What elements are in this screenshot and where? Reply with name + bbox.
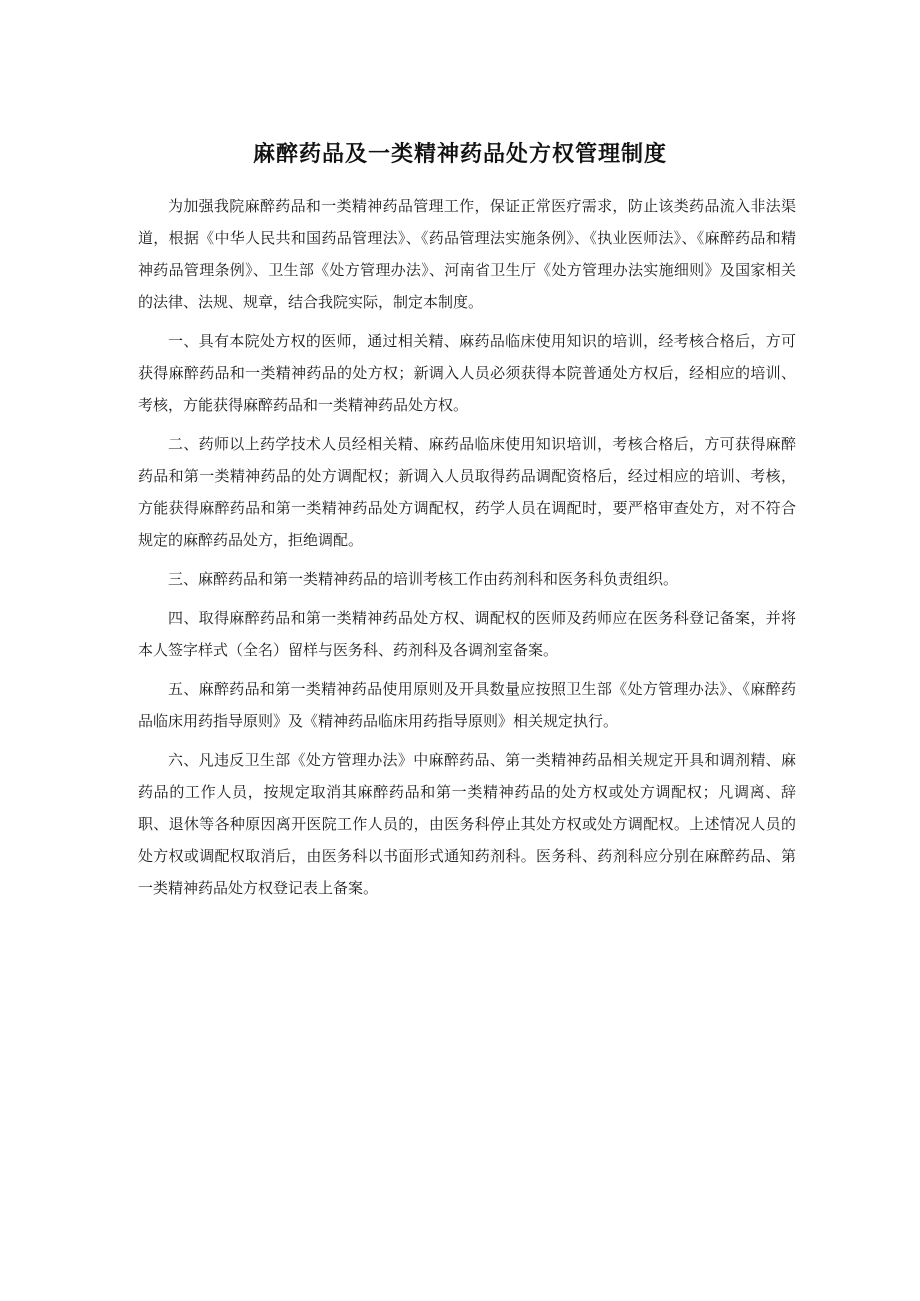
- paragraph-article-6: 六、凡违反卫生部《处方管理办法》中麻醉药品、第一类精神药品相关规定开具和调剂精、麻药品的工作人员，按规定取消其麻醉药品和第一类精神药品的处方权或处方调配权；凡调离、辞职、退休等各种原因离开医院工作人员的，由医务科停止其处方权或处方调配权。上述情况人员的处方权或调配权取消后，由医务科以书面形式通知药剂科。医务科、药剂科应分别在麻醉药品、第一类精神药品处方权登记表上备案。: [138, 751, 796, 897]
- paragraph-article-3: 三、麻醉药品和第一类精神药品的培训考核工作由药剂科和医务科负责组织。: [168, 570, 679, 588]
- paragraph-article-5: 五、麻醉药品和第一类精神药品使用原则及开具数量应按照卫生部《处方管理办法》、《麻醉药品临床用药指导原则》及《精神药品临床用药指导原则》相关规定执行。: [138, 680, 796, 730]
- paragraph-article-1: 一、具有本院处方权的医师，通过相关精、麻药品临床使用知识的培训，经考核合格后，方可获得麻醉药品和一类精神药品的处方权；新调入人员必须获得本院普通处方权后，经相应的培训、考核，方能获得麻醉药品和一类精神药品处方权。: [138, 332, 796, 414]
- document-title: 麻醉药品及一类精神药品处方权管理制度: [252, 142, 667, 167]
- paragraph-article-2: 二、药师以上药学技术人员经相关精、麻药品临床使用知识培训，考核合格后，方可获得麻醉药品和第一类精神药品的处方调配权；新调入人员取得药品调配资格后，经过相应的培训、考核，方能获得麻醉药品和第一类精神药品处方调配权，药学人员在调配时，要严格审查处方，对不符合规定的麻醉药品处方，拒绝调配。: [138, 435, 796, 549]
- paragraph-article-4: 四、取得麻醉药品和第一类精神药品处方权、调配权的医师及药师应在医务科登记备案，并将本人签字样式（全名）留样与医务科、药剂科及各调剂室备案。: [138, 609, 796, 659]
- paragraph-preamble: 为加强我院麻醉药品和一类精神药品管理工作，保证正常医疗需求，防止该类药品流入非法渠道，根据《中华人民共和国药品管理法》、《药品管理法实施条例》、《执业医师法》、《麻醉药品和精神药品管理条例》、卫生部《处方管理办法》、河南省卫生厅《处方管理办法实施细则》及国家相关的法律、法规、规章，结合我院实际，制定本制度。: [138, 197, 796, 311]
- document-body: [138, 190, 796, 911]
